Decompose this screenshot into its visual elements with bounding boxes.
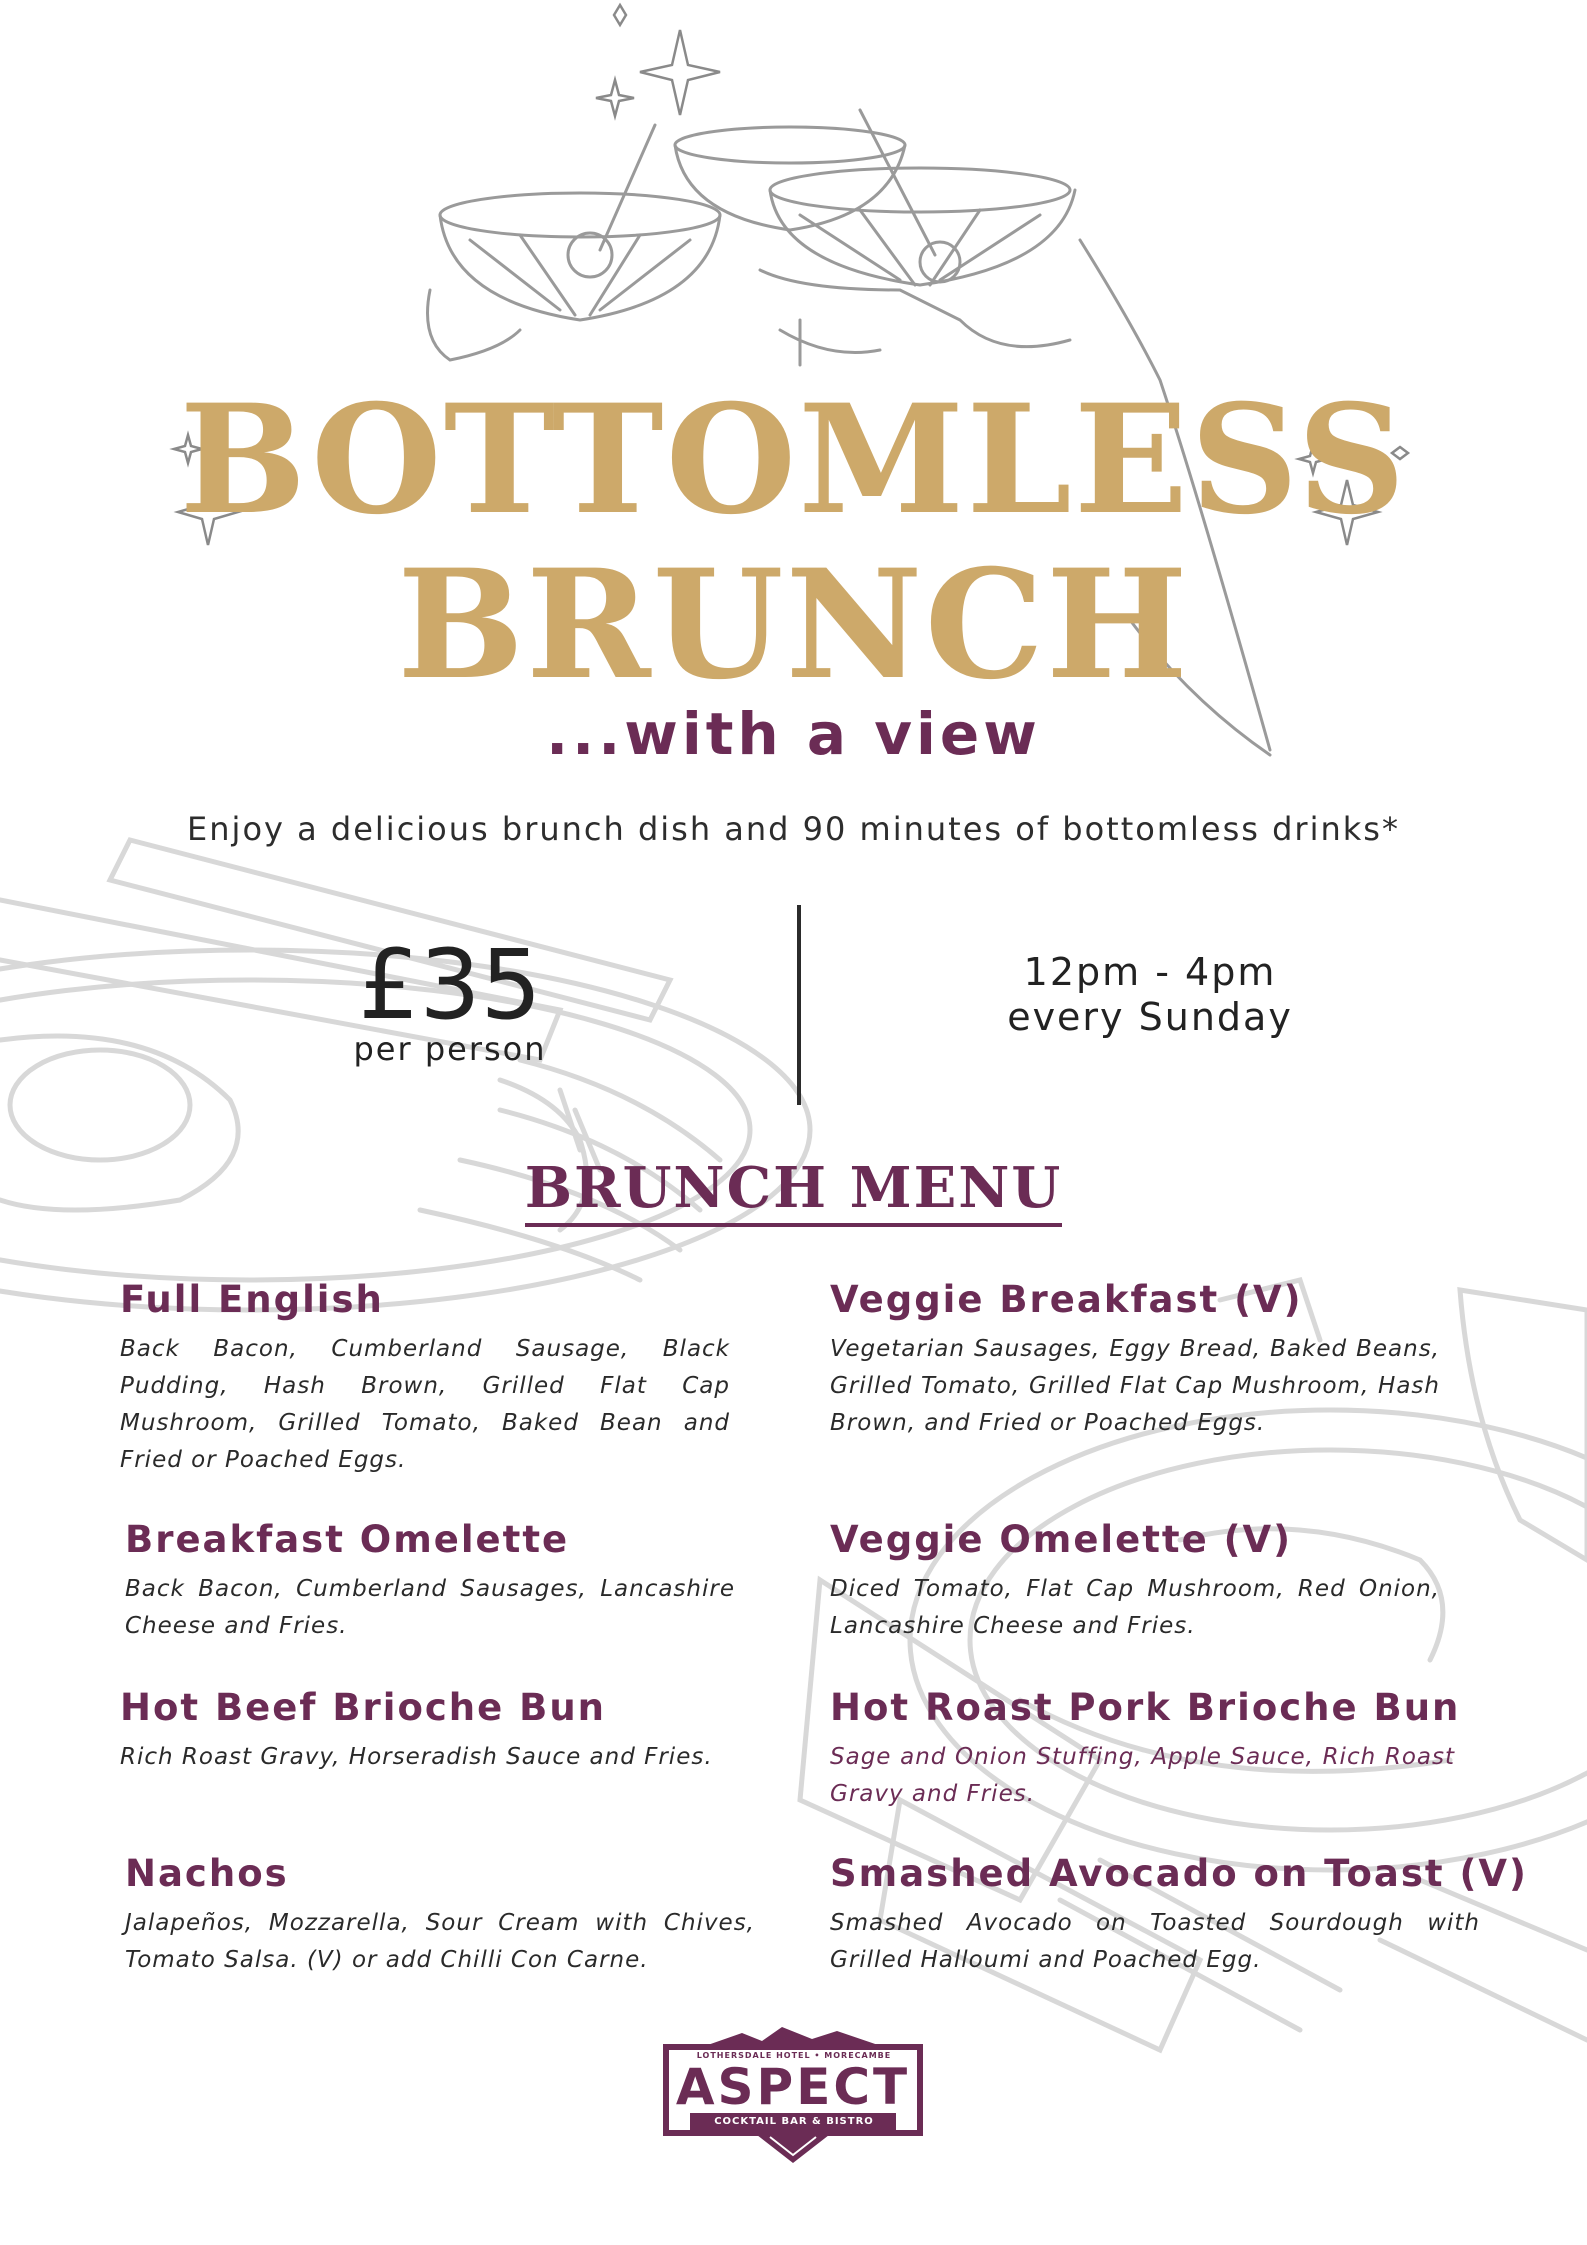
menu-item-name: Full English <box>120 1278 384 1321</box>
price: £35 <box>358 929 542 1041</box>
time-day: every Sunday <box>1007 995 1293 1039</box>
tagline: ...with a view <box>546 700 1041 768</box>
menu-item-description: Sage and Onion Stuffing, Apple Sauce, Rich Roast Gravy and Fries. <box>830 1744 1455 1807</box>
headline-line-2: BRUNCH <box>397 537 1190 713</box>
menu-item-name: Smashed Avocado on Toast (V) <box>830 1852 1528 1895</box>
menu-item-description: Diced Tomato, Flat Cap Mushroom, Red Onion, Lancashire Cheese and Fries. <box>830 1576 1440 1639</box>
logo-org-text: LOTHERSDALE HOTEL • MORECAMBE <box>696 2051 892 2060</box>
menu-item-full-english <box>120 1278 730 1479</box>
menu-heading <box>0 1155 1587 1221</box>
menu-item-hot-roast-pork-brioche-bun <box>830 1686 1461 1813</box>
menu-item-description: Vegetarian Sausages, Eggy Bread, Baked Beans, Grilled Tomato, Grilled Flat Cap Mushroom, Hash Brown, and Fried or Poached Eggs. <box>830 1336 1440 1436</box>
menu-item-name: Hot Beef Brioche Bun <box>120 1686 607 1729</box>
menu-item-breakfast-omelette <box>125 1518 735 1645</box>
price-unit: per person <box>353 1030 547 1068</box>
menu-item-veggie-omelette <box>830 1518 1440 1645</box>
headline-line-1: BOTTOMLESS <box>179 372 1408 548</box>
menu-heading-text: BRUNCH MENU <box>525 1155 1063 1227</box>
menu-item-name: Nachos <box>125 1852 289 1895</box>
menu-item-name: Hot Roast Pork Brioche Bun <box>830 1686 1461 1729</box>
intro-text: Enjoy a delicious brunch dish and 90 minutes of bottomless drinks* <box>187 810 1400 848</box>
menu-item-name: Veggie Breakfast (V) <box>830 1278 1303 1321</box>
logo-name: ASPECT <box>675 2058 911 2116</box>
menu-item-veggie-breakfast <box>830 1278 1440 1442</box>
menu-item-description: Rich Roast Gravy, Horseradish Sauce and Fries. <box>120 1744 713 1770</box>
menu-item-description: Back Bacon, Cumberland Sausages, Lancashire Cheese and Fries. <box>125 1576 735 1639</box>
time-range: 12pm - 4pm <box>1023 950 1277 994</box>
menu-item-description: Smashed Avocado on Toasted Sourdough with Grilled Halloumi and Poached Egg. <box>830 1910 1480 1973</box>
divider-line <box>797 905 801 1105</box>
menu-item-hot-beef-brioche-bun <box>120 1686 730 1776</box>
menu-item-name: Veggie Omelette (V) <box>830 1518 1293 1561</box>
logo-subtitle: COCKTAIL BAR & BISTRO <box>714 2116 874 2127</box>
menu-item-description: Back Bacon, Cumberland Sausage, Black Pudding, Hash Brown, Grilled Flat Cap Mushroom, Grilled Tomato, Baked Bean and Fried or Poached Eggs. <box>120 1336 730 1473</box>
menu-item-name: Breakfast Omelette <box>125 1518 570 1561</box>
menu-item-smashed-avocado <box>830 1852 1528 1979</box>
menu-item-nachos <box>125 1852 755 1979</box>
menu-item-description: Jalapeños, Mozzarella, Sour Cream with Chives, Tomato Salsa. (V) or add Chilli Con Carne. <box>125 1910 755 1973</box>
breakfast-plate-illustration <box>0 840 810 1310</box>
